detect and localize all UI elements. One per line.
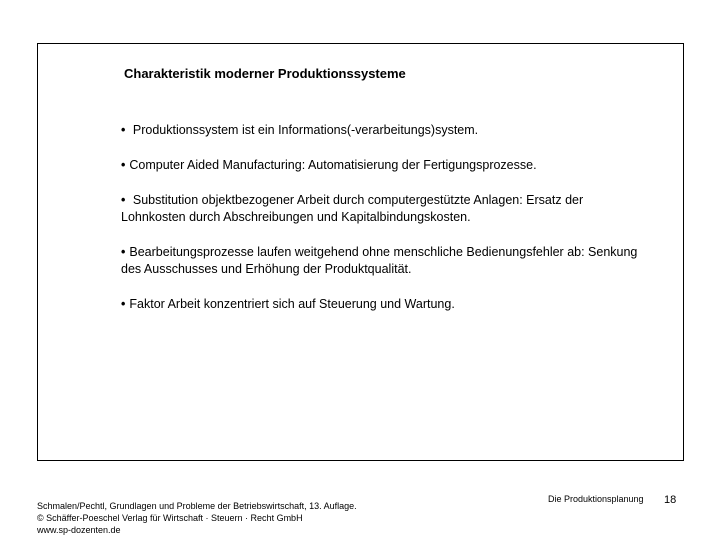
website-text: www.sp-dozenten.de — [37, 525, 121, 535]
bullet-marker: • — [121, 297, 126, 311]
citation-line-1: Schmalen/Pechtl, Grundlagen und Probleme der Betriebswirtschaft, 13. Auflage. — [37, 501, 357, 511]
bullet-item-2 — [121, 157, 641, 174]
slide-title: Charakteristik moderner Produktionssysteme — [124, 66, 406, 81]
bullet-text: Computer Aided Manufacturing: Automatisierung der Fertigungsprozesse. — [129, 158, 537, 172]
bullet-marker: • — [121, 193, 126, 207]
citation-line-2: © Schäffer-Poeschel Verlag für Wirtschaft · Steuern · Recht GmbH — [37, 513, 303, 523]
bullet-item-4 — [121, 244, 641, 278]
bullet-text: Faktor Arbeit konzentriert sich auf Steuerung und Wartung. — [129, 297, 455, 311]
bullet-list — [121, 122, 641, 331]
footer-citation — [37, 500, 357, 536]
page-number: 18 — [664, 494, 677, 506]
bullet-item-1 — [121, 122, 641, 139]
bullet-text: Produktionssystem ist ein Informations(-verarbeitungs)system. — [132, 123, 479, 137]
bullet-marker: • — [121, 245, 126, 259]
bullet-item-3 — [121, 192, 641, 226]
bullet-text: Substitution objektbezogener Arbeit durch computergestützte Anlagen: Ersatz der Lohnkosten durch Abschreibungen und Kapitalbindungskosten. — [121, 193, 584, 224]
bullet-marker: • — [121, 158, 126, 172]
chapter-label: Die Produktionsplanung — [548, 494, 644, 504]
bullet-marker: • — [121, 123, 126, 137]
bullet-text: Bearbeitungsprozesse laufen weitgehend ohne menschliche Bedienungsfehler ab: Senkung des Ausschusses und Erhöhung der Produktqualität. — [121, 245, 638, 276]
bullet-item-5 — [121, 296, 641, 313]
